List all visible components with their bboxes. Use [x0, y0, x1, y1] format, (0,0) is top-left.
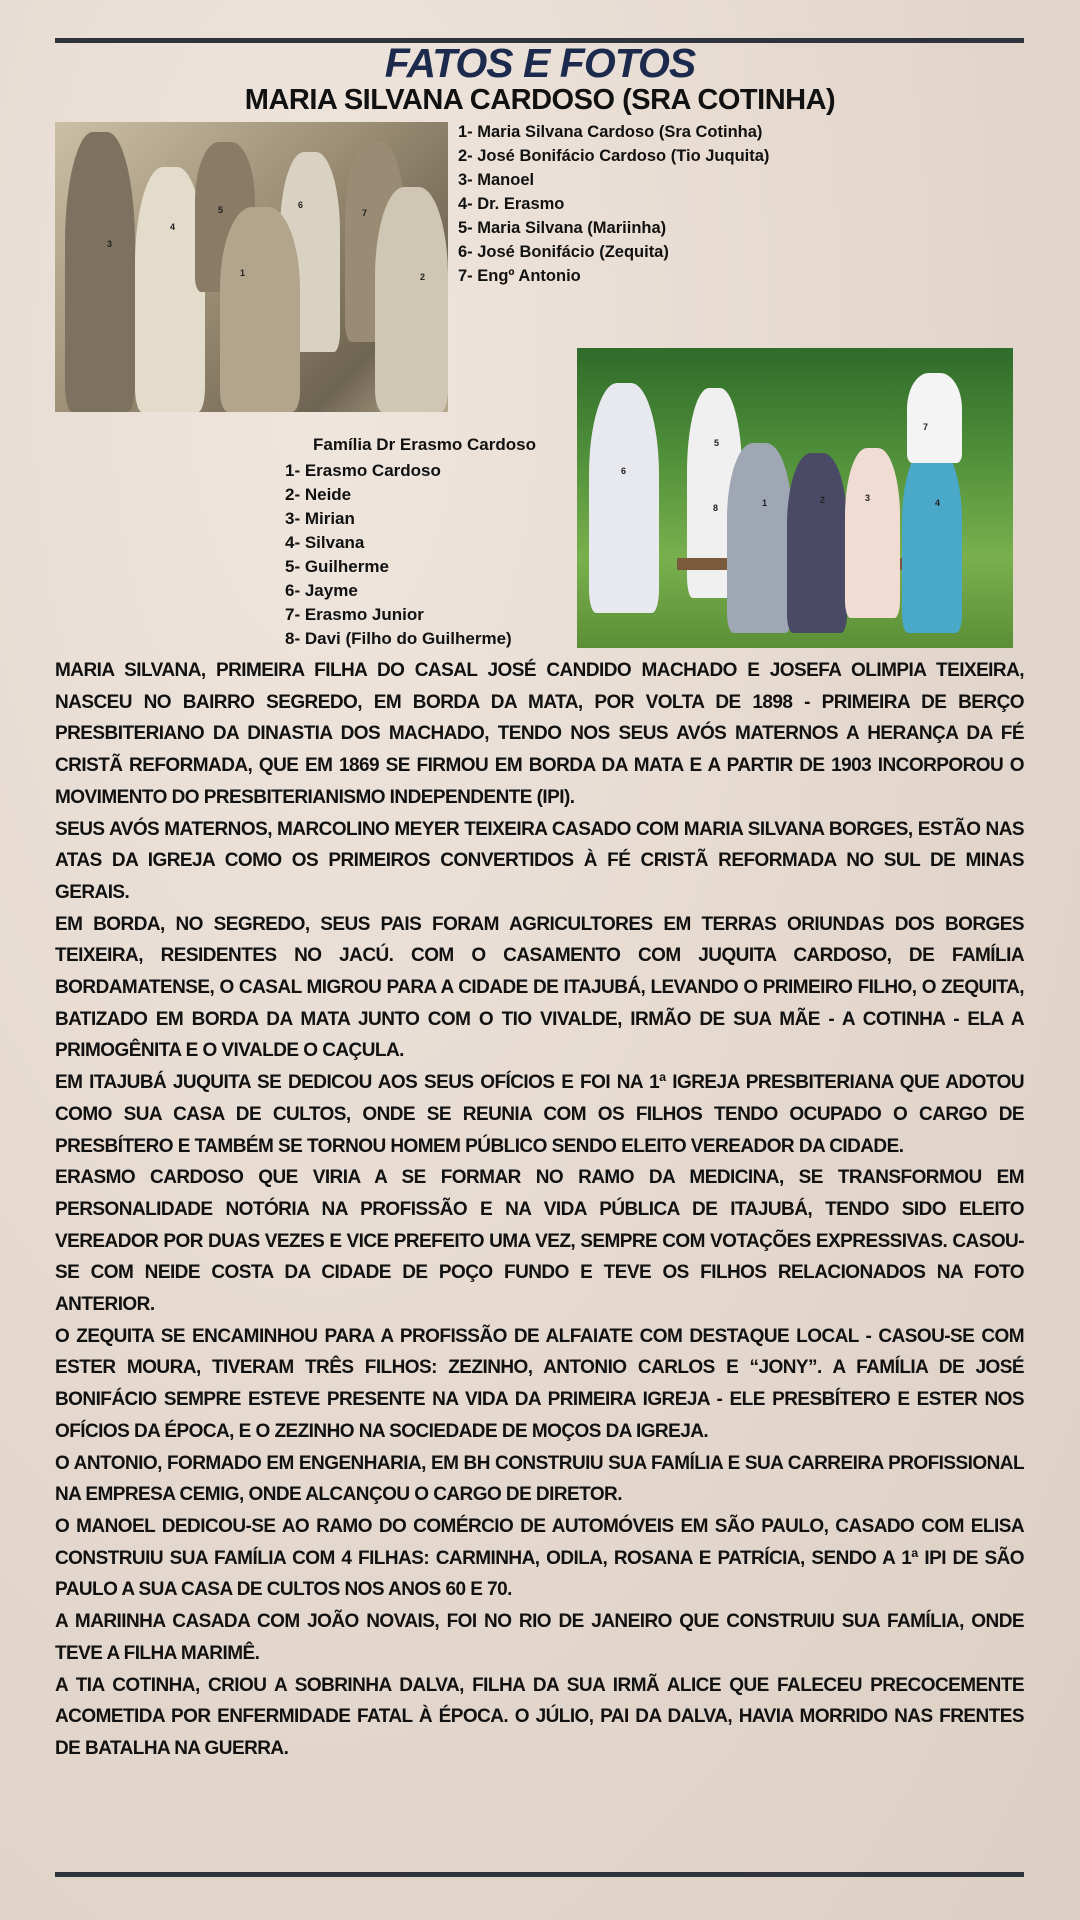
caption-item: 1- Maria Silvana Cardoso (Sra Cotinha)	[458, 123, 763, 141]
caption-item: 6- Jayme	[285, 581, 358, 600]
photo2-caption-list	[285, 459, 512, 651]
photo-label: 3	[865, 493, 871, 503]
paragraph: EM ITAJUBÁ JUQUITA SE DEDICOU AOS SEUS OFÍCIOS E FOI NA 1ª IGREJA PRESBITERIANA QUE ADOTOU COMO SUA CASA DE CULTOS, ONDE SE REUNIA COM OS FILHOS TENDO OCUPADO O CARGO DE PRESBÍTERO E TAMBÉM SE TORNOU HOMEM PÚBLICO SENDO ELEITO VEREADOR DA CIDADE.	[55, 1072, 1024, 1157]
caption-item: 7- Erasmo Junior	[285, 605, 424, 624]
caption-item: 5- Maria Silvana (Mariinha)	[458, 219, 667, 237]
photo-label: 1	[762, 498, 768, 508]
page-title: FATOS E FOTOS	[384, 40, 696, 86]
photo2-caption-title: Família Dr Erasmo Cardoso	[313, 435, 536, 454]
photo-label: 6	[621, 466, 627, 476]
paragraph: O MANOEL DEDICOU-SE AO RAMO DO COMÉRCIO DE AUTOMÓVEIS EM SÃO PAULO, CASADO COM ELISA CONSTRUIU SUA FAMÍLIA COM 4 FILHAS: CARMINHA, ODILA, ROSANA E PATRÍCIA, SENDO A 1ª IPI DE SÃO PAULO A SUA CASA DE CULTOS NOS ANOS 60 E 70.	[55, 1515, 1024, 1601]
photo-label: 7	[923, 422, 929, 432]
photo-label: 4	[935, 498, 941, 508]
photo-label: 5	[714, 438, 720, 448]
paragraph: EM BORDA, NO SEGREDO, SEUS PAIS FORAM AGRICULTORES EM TERRAS ORIUNDAS DOS BORGES TEIXEIRA, RESIDENTES NO JACÚ. COM O CASAMENTO COM JUQUITA CARDOSO, DE FAMÍLIA BORDAMATENSE, O CASAL MIGROU PARA A CIDADE DE ITAJUBÁ, LEVANDO O PRIMEIRO FILHO, O ZEQUITA, BATIZADO EM BORDA DA MATA JUNTO COM O TIO VIVALDE, IRMÃO DE SUA MÃE - A COTINHA - ELA A PRIMOGÊNITA E O VIVALDE O CAÇULA.	[55, 913, 1024, 1062]
photo-label: 6	[298, 200, 304, 210]
photo-label: 2	[420, 272, 426, 282]
caption-item: 4- Dr. Erasmo	[458, 195, 565, 213]
caption-item: 7- Engº Antonio	[458, 267, 581, 285]
caption-item: 4- Silvana	[285, 533, 365, 552]
caption-item: 3- Manoel	[458, 171, 535, 189]
photo-label: 1	[240, 268, 246, 278]
family-photo-color	[577, 348, 1013, 648]
page-subtitle: MARIA SILVANA CARDOSO (SRA COTINHA)	[244, 84, 836, 116]
photo-label: 7	[362, 208, 368, 218]
photo-label: 4	[170, 222, 176, 232]
bottom-divider	[55, 1872, 1024, 1877]
paragraph: O ZEQUITA SE ENCAMINHOU PARA A PROFISSÃO DE ALFAIATE COM DESTAQUE LOCAL - CASOU-SE COM ESTER MOURA, TIVERAM TRÊS FILHOS: ZEZINHO, ANTONIO CARLOS E “JONY”. A FAMÍLIA DE JOSÉ BONIFÁCIO SEMPRE ESTEVE PRESENTE NA VIDA DA PRIMEIRA IGREJA - ELE PRESBÍTERO E ESTER NOS OFÍCIOS DA ÉPOCA, E O ZEZINHO NA SOCIEDADE DE MOÇOS DA IGREJA.	[55, 1325, 1024, 1442]
caption-item: 1- Erasmo Cardoso	[285, 461, 441, 480]
paragraph: SEUS AVÓS MATERNOS, MARCOLINO MEYER TEIXEIRA CASADO COM MARIA SILVANA BORGES, ESTÃO NAS ATAS DA IGREJA COMO OS PRIMEIROS CONVERTIDOS À FÉ CRISTÃ REFORMADA NO SUL DE MINAS GERAIS.	[55, 818, 1024, 903]
photo-label: 2	[820, 495, 826, 505]
caption-item: 2- Neide	[285, 485, 352, 504]
photo-label: 8	[713, 503, 719, 513]
photo1-caption-list	[458, 120, 769, 288]
article-body	[55, 655, 1024, 1765]
caption-item: 8- Davi (Filho do Guilherme)	[285, 629, 512, 648]
caption-item: 5- Guilherme	[285, 557, 389, 576]
photo-label: 5	[218, 205, 224, 215]
paragraph: A TIA COTINHA, CRIOU A SOBRINHA DALVA, FILHA DA SUA IRMÃ ALICE QUE FALECEU PRECOCEMENTE ACOMETIDA POR ENFERMIDADE FATAL À ÉPOCA. O JÚLIO, PAI DA DALVA, HAVIA MORRIDO NAS FRENTES DE BATALHA NA GUERRA.	[55, 1674, 1024, 1759]
caption-item: 6- José Bonifácio (Zequita)	[458, 243, 669, 261]
paragraph: ERASMO CARDOSO QUE VIRIA A SE FORMAR NO RAMO DA MEDICINA, SE TRANSFORMOU EM PERSONALIDADE NOTÓRIA NA PROFISSÃO E NA VIDA PÚBLICA DE ITAJUBÁ, TENDO SIDO ELEITO VEREADOR POR DUAS VEZES E VICE PREFEITO UMA VEZ, SEMPRE COM VOTAÇÕES EXPRESSIVAS. CASOU-SE COM NEIDE COSTA DA CIDADE DE POÇO FUNDO E TEVE OS FILHOS RELACIONADOS NA FOTO ANTERIOR.	[55, 1167, 1024, 1316]
family-photo-vintage	[55, 122, 448, 412]
paragraph: MARIA SILVANA, PRIMEIRA FILHA DO CASAL JOSÉ CANDIDO MACHADO E JOSEFA OLIMPIA TEIXEIRA, NASCEU NO BAIRRO SEGREDO, EM BORDA DA MATA, POR VOLTA DE 1898 - PRIMEIRA DE BERÇO PRESBITERIANO DA DINASTIA DOS MACHADO, TENDO NOS SEUS AVÓS MATERNOS A HERANÇA DA FÉ CRISTÃ REFORMADA, QUE EM 1869 SE FIRMOU EM BORDA DA MATA E A PARTIR DE 1903 INCORPOROU O MOVIMENTO DO PRESBITERIANISMO INDEPENDENTE (IPI).	[55, 660, 1024, 808]
caption-item: 2- José Bonifácio Cardoso (Tio Juquita)	[458, 147, 770, 165]
caption-item: 3- Mirian	[285, 509, 355, 528]
paragraph: O ANTONIO, FORMADO EM ENGENHARIA, EM BH CONSTRUIU SUA FAMÍLIA E SUA CARREIRA PROFISSIONAL NA EMPRESA CEMIG, ONDE ALCANÇOU O CARGO DE DIRETOR.	[55, 1452, 1024, 1506]
photo-label: 3	[107, 239, 113, 249]
paragraph: A MARIINHA CASADA COM JOÃO NOVAIS, FOI NO RIO DE JANEIRO QUE CONSTRUIU SUA FAMÍLIA, ONDE TEVE A FILHA MARIMÊ.	[55, 1611, 1024, 1664]
